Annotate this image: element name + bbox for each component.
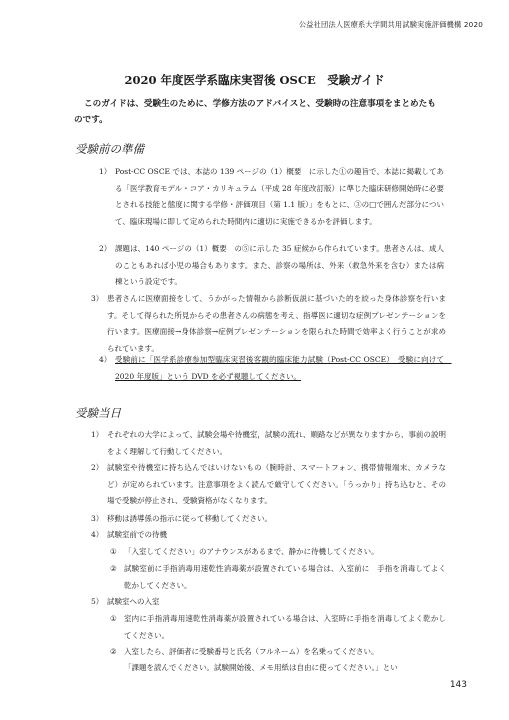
list-item xyxy=(91,594,446,611)
list-item-text: 「入室してください」のアナウンスがあるまで、静かに待機してください。 xyxy=(124,547,379,556)
list-item-number: 3） xyxy=(91,514,104,523)
list-item-text: 試験室や待機室に持ち込んではいけないもの（腕時計、スマートフォン、携帯情報端末、カメラなど）が定められています。注意事項をよく読んで厳守してください。「うっかり」持ち込むと、その場で受験が停止され、受験資格がなくなります。 xyxy=(107,463,446,505)
list-item-text: 試験室への入室 xyxy=(107,597,160,606)
list-item xyxy=(91,427,446,460)
list-item-number: 4） xyxy=(91,530,104,539)
list-item xyxy=(110,611,446,644)
list-item-number: 2） xyxy=(99,244,112,253)
list-item xyxy=(91,511,446,528)
list-item-text: 受験前に「医学系診療参加型臨床実習後客観的臨床能力試験（Post-CC OSCE） 受験に向けて 2020 年度版」という DVD を必ず視聴してください。 xyxy=(115,355,452,381)
list-item-text: 室内に手指消毒用速乾性消毒薬が設置されている場合は、入室時に手指を消毒してよく乾かしてください。 xyxy=(124,614,446,640)
list-item xyxy=(99,164,444,230)
section-heading-exam-day: 受験当日 xyxy=(75,406,121,420)
section-heading-preparation: 受験前の準備 xyxy=(75,142,144,156)
list-item-number: 2） xyxy=(91,463,104,472)
list-item xyxy=(110,561,446,594)
list-item-text: それぞれの大学によって、試験会場や待機室，試験の流れ、順路などが異なりますから、事前の説明をよく理解して行動してください。 xyxy=(107,430,446,456)
list-item-number: ① xyxy=(110,547,117,556)
list-item-number: ① xyxy=(110,614,117,623)
list-item-number: ② xyxy=(110,647,117,656)
list-item xyxy=(110,544,446,561)
list-item xyxy=(110,644,446,661)
list-item xyxy=(91,291,446,357)
list-item-text: 試験室前に手指消毒用速乾性消毒薬が設置されている場合は、入室前に 手指を消毒してよく乾かしてください。 xyxy=(124,564,446,590)
list-item xyxy=(91,527,446,544)
list-item xyxy=(99,352,452,385)
list-item-text: 患者さんに医療面接をして、うかがった情報から診断仮説に基づいた的を絞った身体診察を行います。そして得られた所見からその患者さんの病態を考え、指導医に適切な症例プレゼンテーションを行います。医療面接→身体診察→症例プレゼンテーションを限られた時間で効率よく行うことが求められています。 xyxy=(107,294,446,353)
list-item-number: 1） xyxy=(99,167,112,176)
page-title: 2020 年度医学系臨床実習後 OSCE 受験ガイド xyxy=(124,73,385,87)
page-header: 公益社団法人医療系大学間共用試験実施評価機構 2020 xyxy=(298,20,483,29)
intro-paragraph: このガイドは、受験生のために、学修方法のアドバイスと、受験時の注意事項をまとめたものです。 xyxy=(74,99,436,125)
list-item-text: 移動は誘導係の指示に従って移動してください。 xyxy=(107,514,272,523)
list-item-text: 入室したら、評価者に受験番号と氏名（フルネーム）を名乗ってください。 xyxy=(124,647,379,656)
list-item-text: 試験室前での待機 xyxy=(107,530,167,539)
list-item-text: 「課題を読んでください。試験開始後、メモ用紙は自由に使ってください。」とい xyxy=(124,663,398,672)
list-item-number: ② xyxy=(110,564,117,573)
list-item xyxy=(91,460,446,510)
list-item-number: 1） xyxy=(91,430,104,439)
list-item xyxy=(99,241,444,291)
list-item-text: 課題は、140 ページの（1）概要 の⑤に示した 35 症候から作られています。患者さんは、成人のこともあれば小児の場合もあります。また、診察の場所は、外来（救急外来を含む）または病棟という設定です。 xyxy=(115,244,444,286)
list-item-text: Post-CC OSCE では、本誌の 139 ページの（1）概要 に示した①の趣旨で、本誌に掲載してある「医学教育モデル・コア・カリキュラム（平成 28 年度改訂版）に準じた臨床研修開始時に必要とされる技能と態度に関する学修・評価項目（第 1.1 版）」をもとに、③の□で囲んだ部分について、臨床現場に即して定められた時間内に適切に実施できるかを評価します。 xyxy=(115,167,444,226)
page-number: 143 xyxy=(449,680,467,690)
list-item-number: 5） xyxy=(91,597,104,606)
list-item-number: 4） xyxy=(99,355,112,364)
list-item xyxy=(110,660,446,677)
list-item-number: 3） xyxy=(91,294,104,303)
